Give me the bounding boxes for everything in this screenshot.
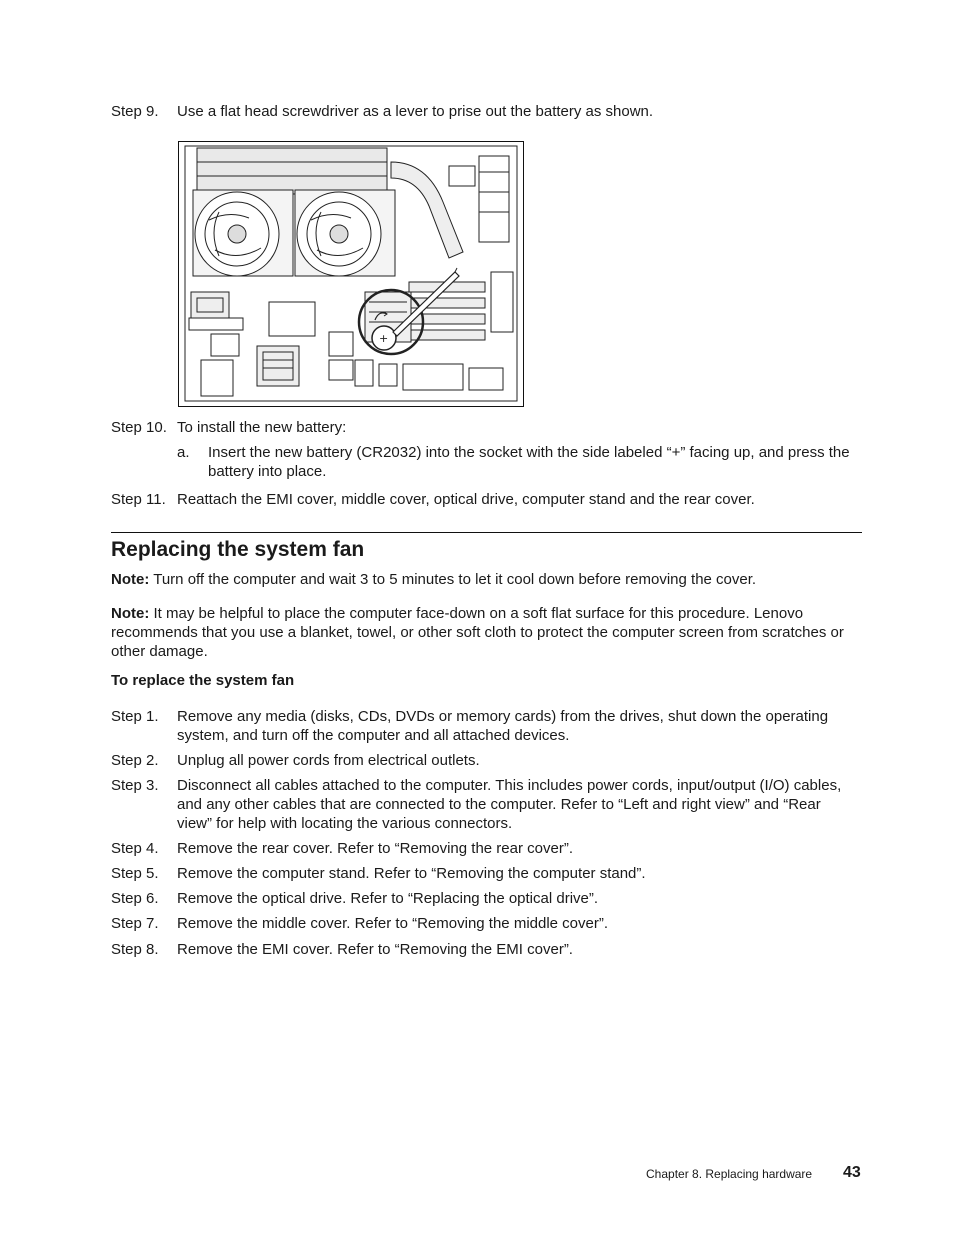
step-10-label: Step 10. — [111, 419, 167, 436]
step-5-label: Step 5. — [111, 865, 159, 882]
note-face-down — [111, 604, 863, 661]
step-8-text: Remove the EMI cover. Refer to “Removing the EMI cover”. — [177, 941, 573, 958]
step-6-label: Step 6. — [111, 890, 159, 907]
step-4-label: Step 4. — [111, 840, 159, 857]
svg-text:+: + — [379, 332, 389, 345]
step-3-text: Disconnect all cables attached to the computer. This includes power cords, input/output (I/O) cables, and any other cables that are connected to the computer. Refer to “Left and right view” and “Rear view” for help with locating the various connectors. — [177, 777, 842, 832]
step-10-text: To install the new battery: — [177, 419, 347, 436]
battery-removal-figure — [178, 141, 524, 407]
step-2-label: Step 2. — [111, 752, 159, 769]
section-title: Replacing the system fan — [111, 538, 365, 561]
step-3-label: Step 3. — [111, 777, 159, 794]
motherboard-illustration — [179, 142, 522, 405]
step-11-label: Step 11. — [111, 491, 166, 508]
note-text: It may be helpful to place the computer face-down on a soft flat surface for this procedure. Lenovo recommends that you use a blanket, towel, or other soft cloth to protect the computer screen from scratches or other damage. — [111, 605, 844, 660]
step-10a-label: a. — [177, 444, 190, 461]
step-8-label: Step 8. — [111, 941, 159, 958]
note-label: Note: — [111, 605, 150, 622]
step-1-text: Remove any media (disks, CDs, DVDs or memory cards) from the drives, shut down the operating system, and turn off the computer and all attached devices. — [177, 708, 829, 744]
footer-chapter: Chapter 8. Replacing hardware — [646, 1167, 813, 1181]
step-2-text: Unplug all power cords from electrical outlets. — [177, 752, 480, 769]
step-7-text: Remove the middle cover. Refer to “Removing the middle cover”. — [177, 915, 609, 932]
step-9-label: Step 9. — [111, 103, 159, 120]
step-11-text: Reattach the EMI cover, middle cover, optical drive, computer stand and the rear cover. — [177, 491, 755, 508]
note-text: Turn off the computer and wait 3 to 5 minutes to let it cool down before removing the cover. — [153, 571, 757, 588]
page-number: 43 — [843, 1164, 861, 1181]
procedure-heading: To replace the system fan — [111, 672, 295, 689]
step-5-text: Remove the computer stand. Refer to “Removing the computer stand”. — [177, 865, 646, 882]
step-9-text: Use a flat head screwdriver as a lever to prise out the battery as shown. — [177, 103, 654, 120]
note-cool-down — [111, 570, 863, 589]
section-divider — [111, 532, 862, 533]
step-6-text: Remove the optical drive. Refer to “Replacing the optical drive”. — [177, 890, 599, 907]
note-label: Note: — [111, 571, 150, 588]
step-4-text: Remove the rear cover. Refer to “Removing the rear cover”. — [177, 840, 573, 857]
step-7-label: Step 7. — [111, 915, 159, 932]
step-10a-text: Insert the new battery (CR2032) into the socket with the side labeled “+” facing up, and press the battery into place. — [208, 444, 850, 480]
step-1-label: Step 1. — [111, 708, 159, 725]
